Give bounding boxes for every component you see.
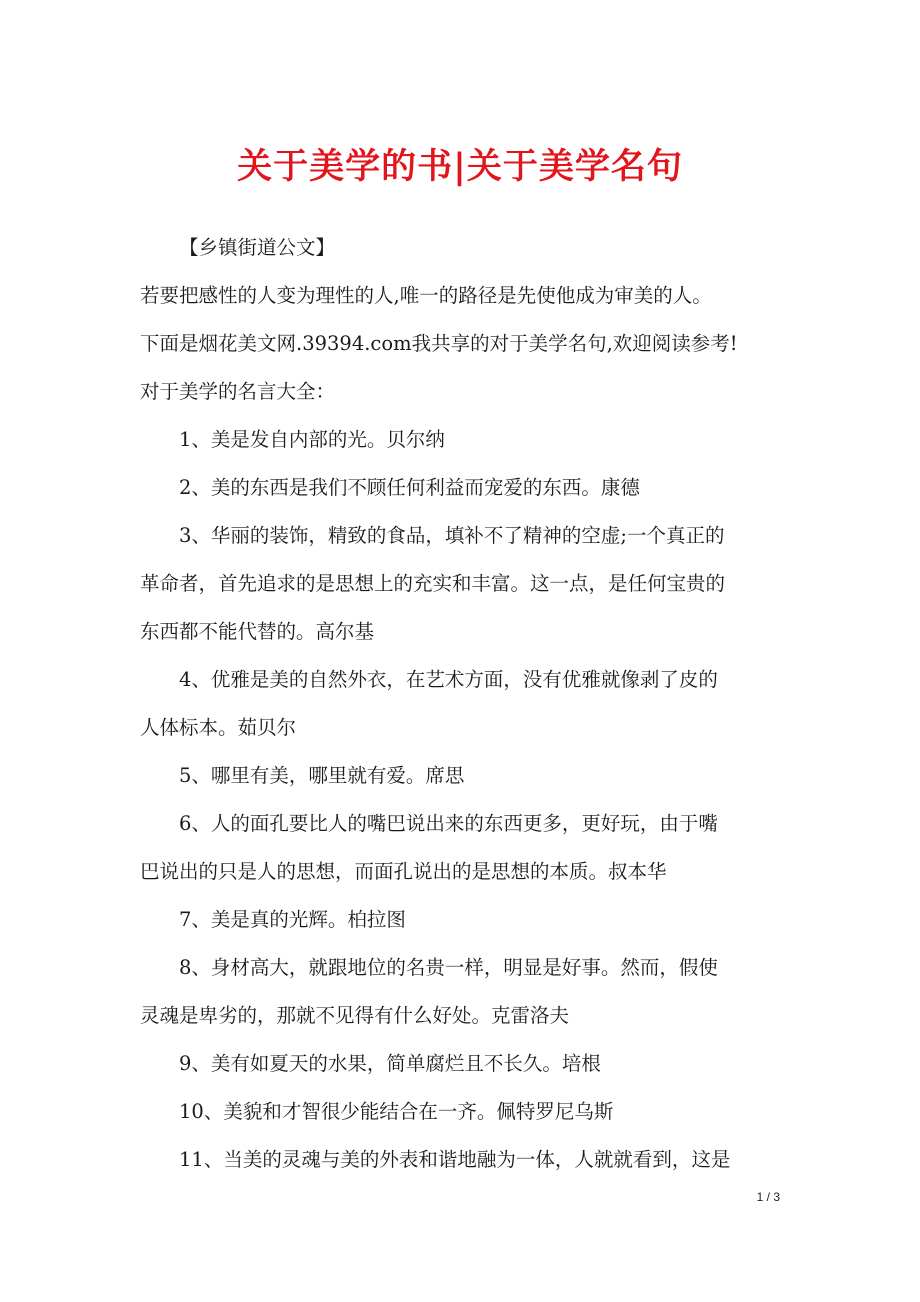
- text-line: 灵魂是卑劣的，那就不见得有什么好处。克雷洛夫: [140, 1004, 570, 1027]
- text-line: 4、优雅是美的自然外衣，在艺术方面，没有优雅就像剥了皮的: [179, 668, 718, 691]
- paragraph-lines: [140, 272, 782, 1184]
- text-line: 11、当美的灵魂与美的外表和谐地融为一体，人就就看到，这是: [179, 1148, 731, 1171]
- text-line: 9、美有如夏天的水果，简单腐烂且不长久。培根: [179, 1052, 601, 1075]
- text-line: 5、哪里有美，哪里就有爱。席思: [179, 764, 465, 787]
- text-line: 6、人的面孔要比人的嘴巴说出来的东西更多，更好玩，由于嘴: [179, 812, 718, 835]
- text-line: 若要把感性的人变为理性的人,唯一的路径是先使他成为审美的人。: [140, 284, 712, 307]
- page-number: 1 / 3: [756, 1190, 780, 1204]
- text-line: 2、美的东西是我们不顾任何利益而宠爱的东西。康德: [179, 476, 640, 499]
- page-title: 关于美学的书|关于美学名句: [237, 146, 683, 187]
- text-line: 10、美貌和才智很少能结合在一齐。佩特罗尼乌斯: [179, 1100, 614, 1123]
- text-line: 对于美学的名言大全：: [140, 380, 336, 403]
- text-line: 8、身材高大，就跟地位的名贵一样，明显是好事。然而，假使: [179, 956, 718, 979]
- text-line: 革命者，首先追求的是思想上的充实和丰富。这一点，是任何宝贵的: [140, 572, 726, 595]
- text-line: 东西都不能代替的。高尔基: [140, 620, 375, 643]
- document-body: [140, 224, 782, 1184]
- text-line: 巴说出的只是人的思想，而面孔说出的是思想的本质。叔本华: [140, 860, 667, 883]
- text-line: 3、华丽的装饰，精致的食品，填补不了精神的空虚;一个真正的: [179, 524, 725, 547]
- text-line: 7、美是真的光辉。柏拉图: [179, 908, 406, 931]
- text-line: 人体标本。茹贝尔: [140, 716, 297, 739]
- text-line: 下面是烟花美文网.39394.com我共享的对于美学名句,欢迎阅读参考!: [140, 332, 738, 355]
- category-label: 【乡镇街道公文】: [179, 236, 336, 259]
- text-line: 1、美是发自内部的光。贝尔纳: [179, 428, 445, 451]
